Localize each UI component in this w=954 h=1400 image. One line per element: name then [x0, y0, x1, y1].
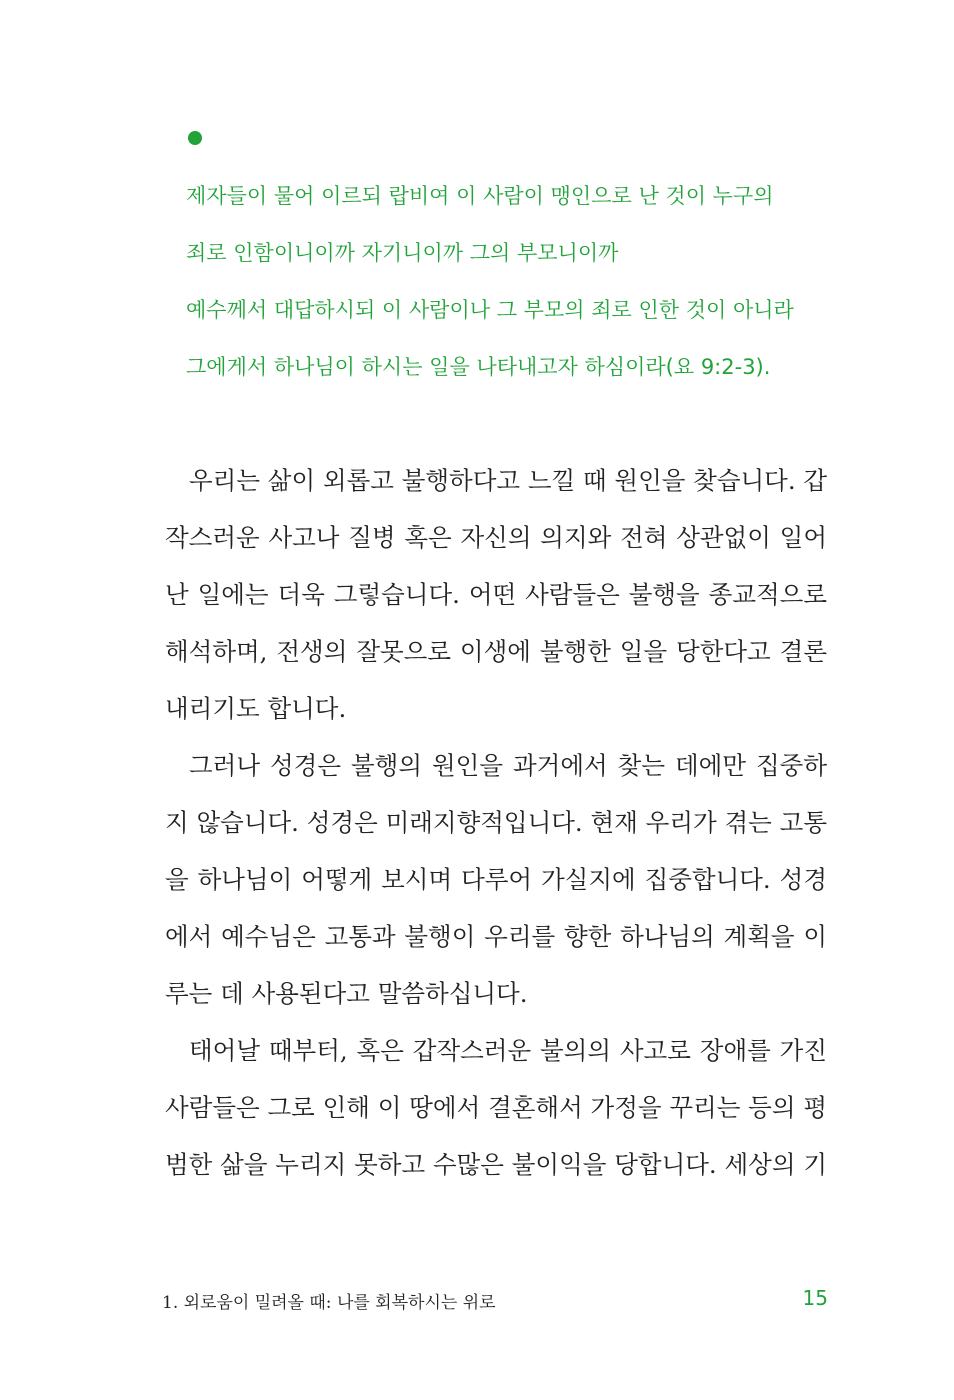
chapter-title-footer: 1. 외로움이 밀려올 때: 나를 회복하시는 위로: [162, 1293, 496, 1313]
body-line: 루는 데 사용된다고 말씀하십니다.: [165, 979, 528, 1008]
verse-line: 죄로 인함이니이까 자기니이까 그의 부모니이까: [186, 241, 619, 265]
body-line: 작스러운 사고나 질병 혹은 자신의 의지와 전혀 상관없이 일어: [165, 523, 827, 552]
scripture-quote: [186, 168, 866, 396]
body-line: 태어날 때부터, 혹은 갑작스러운 불의의 사고로 장애를 가진: [189, 1036, 827, 1065]
body-line: 내리기도 합니다.: [165, 694, 347, 723]
body-line: 을 하나님이 어떻게 보시며 다루어 가실지에 집중합니다. 성경: [165, 865, 827, 894]
body-line: 사람들은 그로 인해 이 땅에서 결혼해서 가정을 꾸리는 등의 평: [165, 1093, 827, 1122]
body-line: 난 일에는 더욱 그렇습니다. 어떤 사람들은 불행을 종교적으로: [165, 580, 827, 609]
body-line: 지 않습니다. 성경은 미래지향적입니다. 현재 우리가 겪는 고통: [165, 808, 827, 837]
body-text: [165, 452, 827, 1193]
body-line: 우리는 삶이 외롭고 불행하다고 느낄 때 원인을 찾습니다. 갑: [189, 466, 828, 495]
body-line: 해석하며, 전생의 잘못으로 이생에 불행한 일을 당한다고 결론: [165, 637, 827, 666]
verse-line: 예수께서 대답하시되 이 사람이나 그 부모의 죄로 인한 것이 아니라: [186, 298, 794, 322]
body-line: 그러나 성경은 불행의 원인을 과거에서 찾는 데에만 집중하: [189, 751, 827, 780]
body-line: 에서 예수님은 고통과 불행이 우리를 향한 하나님의 계획을 이: [165, 922, 827, 951]
green-dot-icon: [188, 131, 202, 145]
verse-line: 그에게서 하나님이 하시는 일을 나타내고자 하심이라(요 9:2-3).: [186, 355, 771, 379]
page-number: 15: [802, 1286, 828, 1310]
verse-line: 제자들이 물어 이르되 랍비여 이 사람이 맹인으로 난 것이 누구의: [186, 184, 774, 208]
body-line: 범한 삶을 누리지 못하고 수많은 불이익을 당합니다. 세상의 기: [165, 1150, 827, 1179]
